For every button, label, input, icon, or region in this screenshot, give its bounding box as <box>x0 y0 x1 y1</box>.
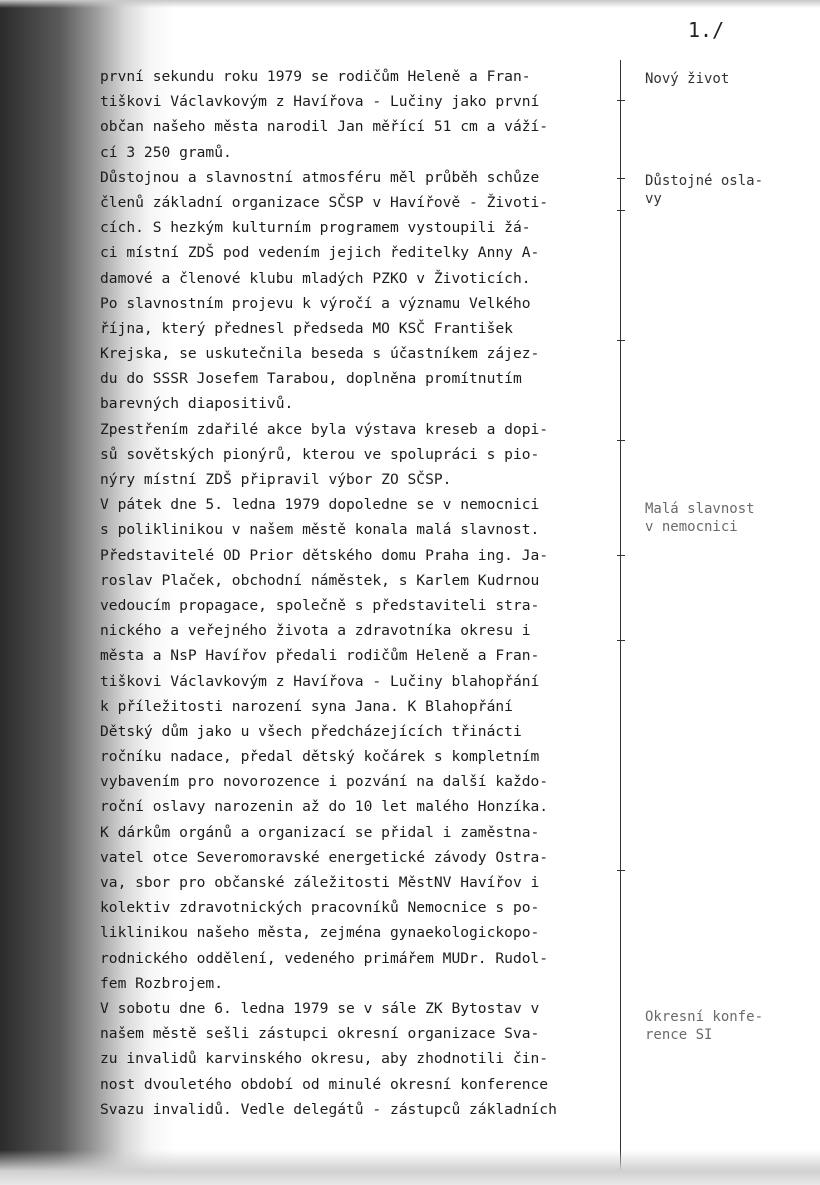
text-line: k příležitosti narození syna Jana. K Blahopřání <box>100 697 513 715</box>
text-line: du do SSSR Josefem Tarabou, doplněna promítnutím <box>100 370 522 388</box>
text-line: nického a veřejného života a zdravotníka okresu i <box>100 622 531 640</box>
text-line: tiškovi Václavkovým z Havířova - Lučiny blahopřání <box>100 672 540 690</box>
text-line: Dětský dům jako u všech předcházejících třinácti <box>100 722 522 740</box>
text-line: damové a členové klubu mladých PZKO v Životicích. <box>100 269 531 287</box>
text-line: našem městě sešli zástupci okresní organizace Sva- <box>100 1025 540 1043</box>
scan-bottom-shadow <box>0 1150 820 1185</box>
text-line: cích. S hezkým kulturním programem vystoupili žá- <box>100 219 531 237</box>
text-line: K dárkům orgánů a organizací se přidal i zaměstna- <box>100 823 540 841</box>
text-line: cí 3 250 gramů. <box>100 143 232 161</box>
text-line: fem Rozbrojem. <box>100 974 224 992</box>
side-note-mala-slavnost: Malá slavnost v nemocnici <box>645 501 755 535</box>
text-line: vatel otce Severomoravské energetické závody Ostra- <box>100 848 549 866</box>
side-note-novy-zivot: Nový život <box>645 71 730 87</box>
text-line: města a NsP Havířov předali rodičům Heleně a Fran- <box>100 647 540 665</box>
text-line: roslav Plaček, obchodní náměstek, s Karlem Kudrnou <box>100 571 540 589</box>
text-line: Po slavnostním projevu k výročí a významu Velkého <box>100 294 531 312</box>
text-line: sů sovětských pionýrů, kterou ve spolupráci s pio- <box>100 445 540 463</box>
text-line: nost dvouletého období od minulé okresní konference <box>100 1075 549 1093</box>
text-line: tiškovi Václavkovým z Havířova - Lučiny jako první <box>100 93 540 111</box>
side-note-dustojne-oslavy: Důstojné osla- vy <box>645 173 764 207</box>
text-line: zu invalidů karvinského okresu, aby zhodnotili čin- <box>100 1050 549 1068</box>
text-line: členů základní organizace SČSP v Havířově - Životi- <box>100 193 549 211</box>
text-line: ročníku nadace, předal dětský kočárek s kompletním <box>100 748 540 766</box>
text-line: V pátek dne 5. ledna 1979 dopoledne se v nemocnici <box>100 496 540 514</box>
text-line: s poliklinikou v našem městě konala malá slavnost. <box>100 521 540 539</box>
text-line: Představitelé OD Prior dětského domu Praha ing. Ja- <box>100 546 549 564</box>
text-line: vybavením pro novorozence i pozvání na další každo- <box>100 773 549 791</box>
text-line: vedoucím propagace, společně s představiteli stra- <box>100 596 540 614</box>
page-number: 1./ <box>688 18 725 42</box>
text-line: rodnického oddělení, vedeného primářem MUDr. Rudol- <box>100 949 549 967</box>
side-note-okresni-konference: Okresní konfe- rence SI <box>645 1009 764 1043</box>
text-line: Krejska, se uskutečnila beseda s účastníkem zájez- <box>100 345 540 363</box>
text-line: Zpestřením zdařilé akce byla výstava kreseb a dopi- <box>100 420 549 438</box>
text-line: va, sbor pro občanské záležitosti MěstNV Havířov i <box>100 874 540 891</box>
text-line: Důstojnou a slavnostní atmosféru měl průběh schůze <box>100 168 540 186</box>
margin-divider-line <box>620 60 621 1170</box>
text-line: liklinikou našeho města, zejména gynaekologickopo- <box>100 924 540 942</box>
text-line: roční oslavy narozenin až do 10 let malého Honzíka. <box>100 798 549 816</box>
text-line: první sekundu roku 1979 se rodičům Heleně a Fran- <box>100 68 531 85</box>
text-line: V sobotu dne 6. ledna 1979 se v sále ZK Bytostav v <box>100 999 540 1017</box>
text-line: ci místní ZDŠ pod vedením jejich ředitelky Anny A- <box>100 244 540 262</box>
text-line: října, který přednesl předseda MO KSČ František <box>100 319 513 337</box>
scan-top-shadow <box>0 0 820 8</box>
text-line: kolektiv zdravotnických pracovníků Nemocnice s po- <box>100 899 540 917</box>
text-line: Svazu invalidů. Vedle delegátů - zástupců základních <box>100 1100 557 1118</box>
text-line: barevných diapositivů. <box>100 395 294 413</box>
text-line: občan našeho města narodil Jan měřící 51 cm a váží- <box>100 118 549 136</box>
text-line: nýry místní ZDŠ připravil výbor ZO SČSP. <box>100 471 452 488</box>
typed-body-text <box>100 64 620 1122</box>
